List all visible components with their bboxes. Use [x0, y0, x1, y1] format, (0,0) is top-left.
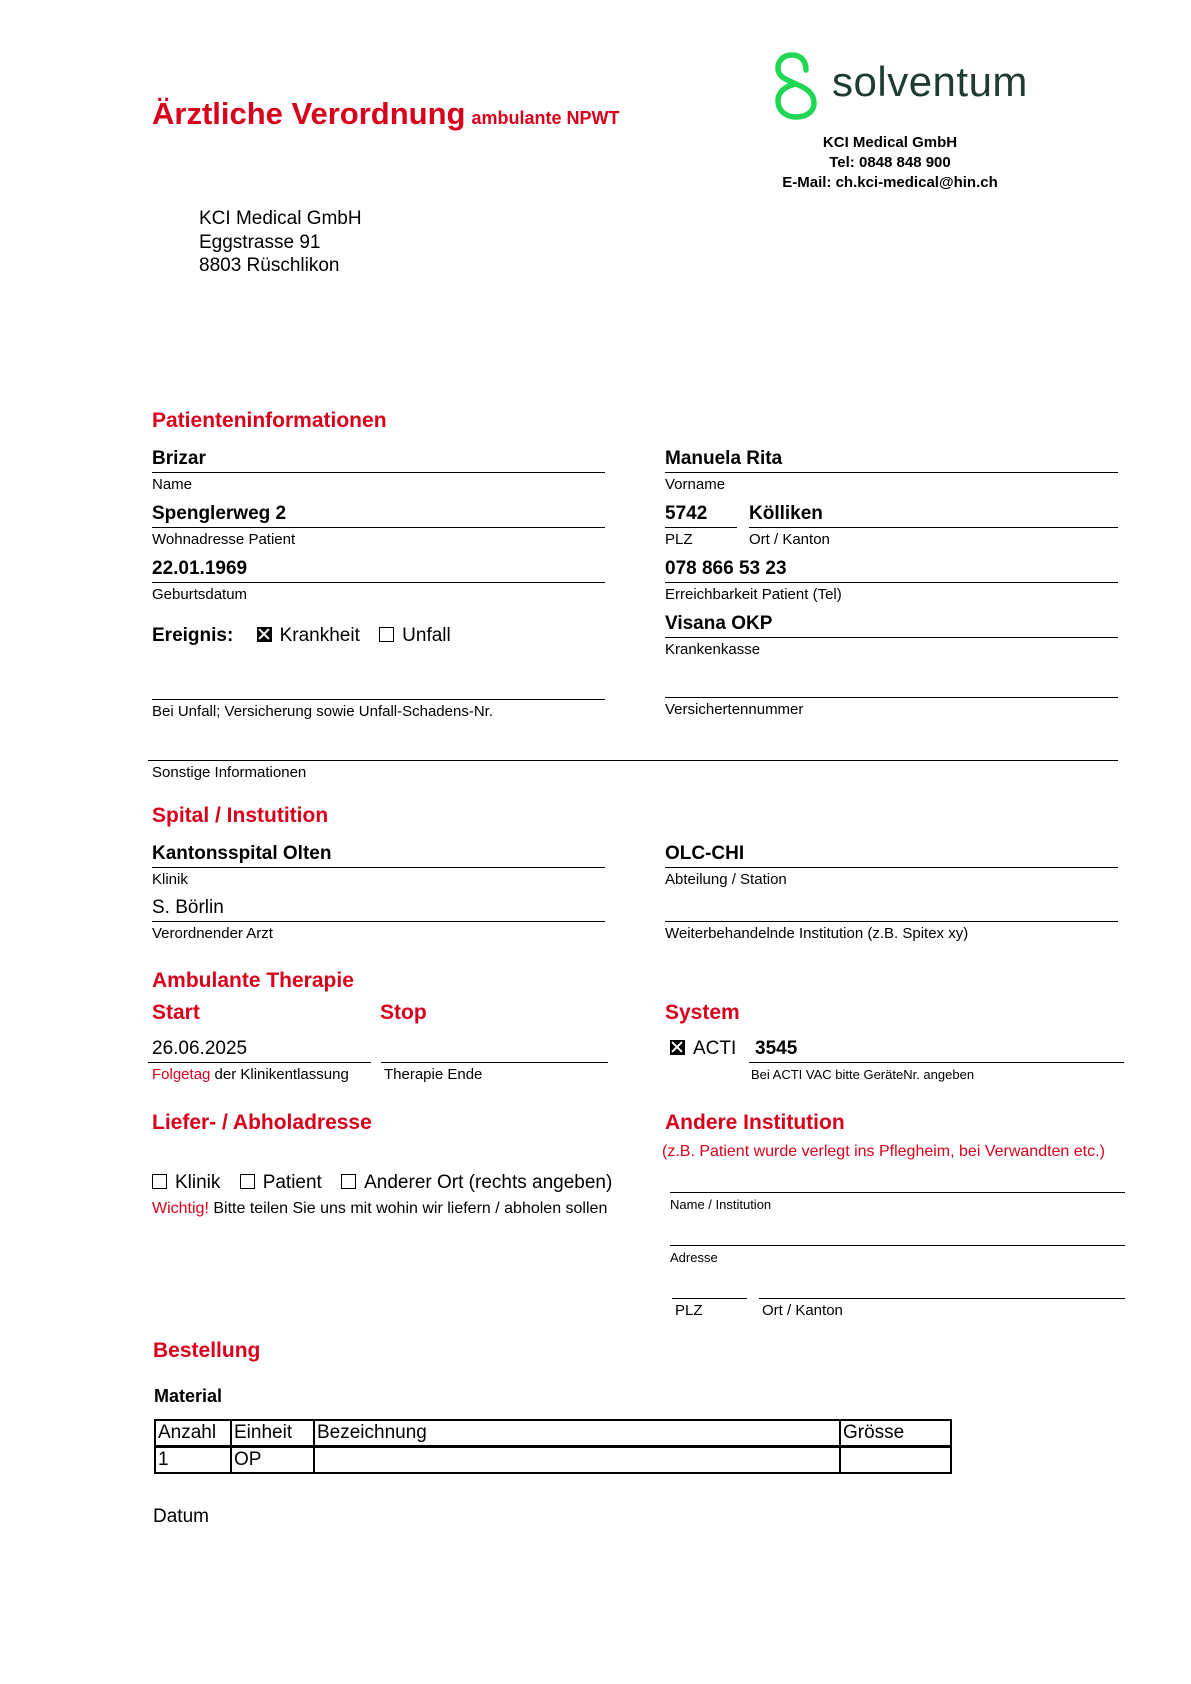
date-label: Datum	[153, 1506, 209, 1527]
other-info-field[interactable]	[148, 734, 1118, 783]
material-heading: Material	[154, 1386, 223, 1406]
therapy-stop-label: Therapie Ende	[384, 1066, 483, 1083]
title-main: Ärztliche Verordnung	[152, 96, 466, 131]
patient-vorname-value: Manuela Rita	[665, 448, 783, 469]
material-table	[154, 1419, 952, 1474]
checkbox-unchecked-icon[interactable]	[240, 1174, 255, 1189]
table-header-row	[155, 1420, 951, 1447]
patient-plz-label: PLZ	[665, 531, 693, 548]
therapy-start-heading: Start	[152, 1001, 200, 1024]
system-heading: System	[665, 1001, 740, 1024]
company-phone: Tel: 0848 848 900	[829, 154, 951, 171]
delivery-note	[152, 1200, 607, 1218]
other-institution-subheading: (z.B. Patient wurde verlegt ins Pflegheim, bei Verwandten etc.)	[662, 1143, 1105, 1160]
other-info-label: Sonstige Informationen	[152, 764, 307, 781]
recipient-line1: KCI Medical GmbH	[199, 208, 362, 229]
patient-vorname-label: Vorname	[665, 476, 726, 493]
other-institution-plz-label: PLZ	[675, 1302, 703, 1319]
patient-insurer-label: Krankenkasse	[665, 641, 761, 658]
company-email[interactable]: E-Mail: ch.kci-medical@hin.ch	[782, 174, 998, 191]
logo-wordmark: solventum	[832, 58, 1028, 105]
checkbox-checked-icon[interactable]	[670, 1040, 685, 1055]
title-subtitle: ambulante NPWT	[471, 108, 620, 128]
column-header-bezeichnung: Bezeichnung	[314, 1420, 840, 1447]
doctor-value: S. Börlin	[152, 897, 224, 918]
patient-address-label: Wohnadresse Patient	[152, 531, 296, 548]
checkbox-unchecked-icon[interactable]	[152, 1174, 167, 1189]
therapy-stop-heading: Stop	[380, 1001, 427, 1024]
cell-bezeichnung[interactable]	[314, 1447, 840, 1474]
patient-ort-label: Ort / Kanton	[749, 531, 830, 548]
device-number-field[interactable]	[749, 1036, 1124, 1085]
event-option-krankheit[interactable]: Krankheit	[257, 625, 360, 646]
event-option-unfall[interactable]: Unfall	[379, 625, 451, 646]
patient-address-field[interactable]	[152, 501, 605, 550]
insurance-number-value	[665, 671, 1118, 697]
patient-birthdate-label: Geburtsdatum	[152, 586, 248, 603]
checkbox-unchecked-icon[interactable]	[341, 1174, 356, 1189]
other-institution-name-field[interactable]	[670, 1168, 1125, 1215]
delivery-options	[152, 1172, 626, 1194]
other-institution-ort-label: Ort / Kanton	[762, 1302, 843, 1319]
checkbox-checked-icon[interactable]	[257, 627, 272, 642]
doctor-field[interactable]	[152, 895, 605, 944]
patient-name-label: Name	[152, 476, 193, 493]
column-header-anzahl: Anzahl	[155, 1420, 231, 1447]
device-number-hint: Bei ACTI VAC bitte GeräteNr. angeben	[751, 1067, 975, 1082]
column-header-einheit: Einheit	[231, 1420, 314, 1447]
hospital-section-heading: Spital / Instutition	[152, 804, 329, 827]
patient-insurer-field[interactable]	[665, 611, 1118, 660]
therapy-section-heading: Ambulante Therapie	[152, 969, 354, 992]
therapy-start-value: 26.06.2025	[152, 1038, 248, 1059]
event-selector	[152, 625, 465, 647]
table-row	[155, 1447, 951, 1474]
department-value: OLC-CHI	[665, 843, 745, 864]
followup-institution-label: Weiterbehandelnde Institution (z.B. Spitex xy)	[665, 925, 969, 942]
therapy-start-field[interactable]	[148, 1036, 371, 1085]
delivery-option-klinik[interactable]: Klinik	[152, 1172, 220, 1193]
doctor-label: Verordnender Arzt	[152, 925, 273, 942]
other-institution-ort-field[interactable]	[759, 1274, 1125, 1321]
patient-name-field[interactable]	[152, 446, 605, 495]
delivery-section-heading: Liefer- / Abholadresse	[152, 1111, 372, 1134]
other-institution-heading: Andere Institution	[665, 1111, 845, 1134]
patient-name-value: Brizar	[152, 448, 206, 469]
clinic-value: Kantonsspital Olten	[152, 843, 332, 864]
delivery-option-patient[interactable]: Patient	[240, 1172, 322, 1193]
delivery-note-important: Wichtig!	[152, 1200, 209, 1217]
other-institution-name-label: Name / Institution	[670, 1197, 772, 1212]
patient-address-value: Spenglerweg 2	[152, 503, 287, 524]
therapy-start-label: der Klinikentlassung	[210, 1066, 349, 1083]
order-section-heading: Bestellung	[153, 1339, 261, 1362]
patient-insurer-value: Visana OKP	[665, 613, 773, 634]
recipient-line3: 8803 Rüschlikon	[199, 255, 340, 276]
solventum-logo	[770, 52, 1030, 120]
other-institution-address-value	[670, 1221, 1125, 1245]
column-header-groesse: Grösse	[840, 1420, 951, 1447]
insurance-number-label: Versichertennummer	[665, 701, 804, 718]
patient-plz-value: 5742	[665, 503, 708, 524]
clinic-label: Klinik	[152, 871, 188, 888]
patient-plz-field[interactable]	[665, 501, 737, 550]
cell-einheit[interactable]: OP	[231, 1447, 314, 1474]
patient-birthdate-field[interactable]	[152, 556, 605, 605]
cell-groesse[interactable]	[840, 1447, 951, 1474]
company-contact	[740, 133, 1040, 193]
other-institution-plz-value	[672, 1274, 747, 1298]
clinic-field[interactable]	[152, 841, 605, 890]
patient-ort-value: Kölliken	[749, 503, 823, 524]
department-field[interactable]	[665, 841, 1118, 890]
other-institution-address-field[interactable]	[670, 1221, 1125, 1268]
patient-phone-label: Erreichbarkeit Patient (Tel)	[665, 586, 842, 603]
accident-insurance-label: Bei Unfall; Versicherung sowie Unfall-Schadens-Nr.	[152, 703, 493, 720]
accident-insurance-value	[152, 673, 605, 699]
recipient-line2: Eggstrasse 91	[199, 231, 321, 253]
other-institution-plz-field[interactable]	[672, 1274, 747, 1321]
insurance-number-field[interactable]	[665, 671, 1118, 720]
patient-vorname-field[interactable]	[665, 446, 1118, 495]
solventum-s-logo-icon	[770, 52, 822, 120]
other-institution-name-value	[670, 1168, 1125, 1192]
patient-phone-field[interactable]	[665, 556, 1118, 605]
event-label: Ereignis:	[152, 625, 234, 646]
recipient-address	[199, 207, 362, 278]
other-institution-address-label: Adresse	[670, 1250, 718, 1265]
other-info-value	[148, 734, 1118, 760]
followup-institution-value	[665, 895, 1118, 921]
therapy-start-label-highlight: Folgetag	[152, 1066, 211, 1083]
accident-insurance-field[interactable]	[152, 673, 605, 722]
patient-ort-field[interactable]	[749, 501, 1118, 550]
patient-section-heading: Patienteninformationen	[152, 409, 387, 432]
device-number-value: 3545	[755, 1038, 798, 1059]
patient-phone-value: 078 866 53 23	[665, 558, 787, 579]
cell-anzahl[interactable]: 1	[155, 1447, 231, 1474]
other-institution-ort-value	[759, 1274, 1125, 1298]
company-name: KCI Medical GmbH	[822, 134, 958, 151]
delivery-option-anderer-ort[interactable]: Anderer Ort (rechts angeben)	[341, 1172, 612, 1193]
patient-birthdate-value: 22.01.1969	[152, 558, 248, 579]
therapy-stop-value	[381, 1036, 608, 1062]
document-title	[152, 96, 620, 132]
system-option-acti[interactable]: ACTI	[670, 1038, 736, 1060]
checkbox-unchecked-icon[interactable]	[379, 627, 394, 642]
department-label: Abteilung / Station	[665, 871, 787, 888]
delivery-note-text: Bitte teilen Sie uns mit wohin wir liefern / abholen sollen	[208, 1200, 608, 1217]
followup-institution-field[interactable]	[665, 895, 1118, 944]
therapy-stop-field[interactable]	[381, 1036, 608, 1085]
